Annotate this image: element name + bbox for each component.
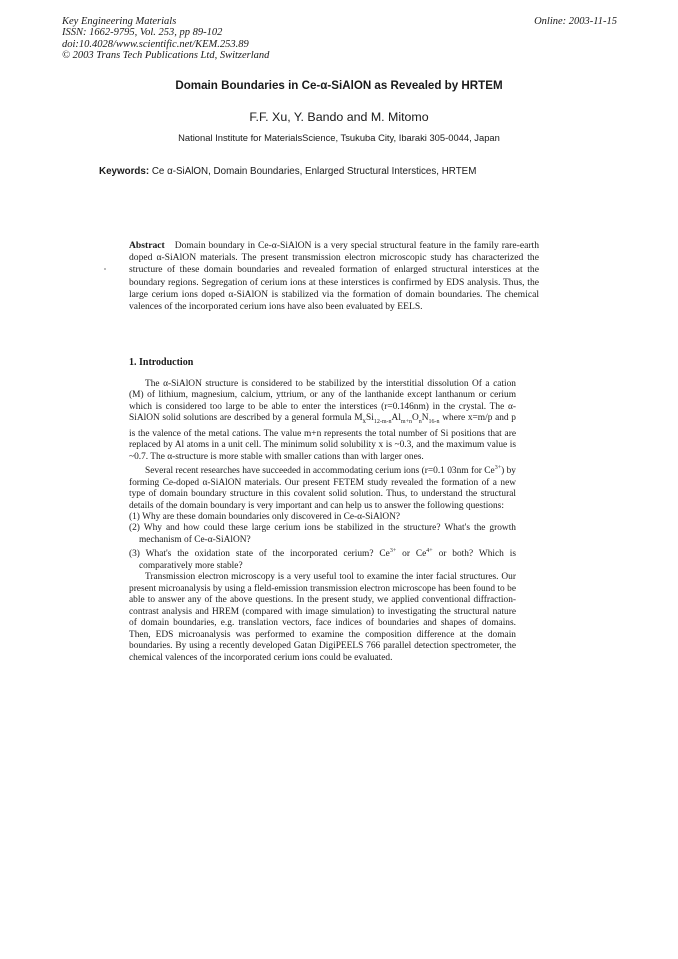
keywords-text: Ce α-SiAlON, Domain Boundaries, Enlarged Structural Interstices, HRTEM bbox=[151, 166, 477, 177]
introduction-body bbox=[129, 379, 516, 664]
question-2: (2) Why and how could these large cerium ions be stabilized in the structure? What's the growth mechanism of Ce-α-SiAlON? bbox=[129, 523, 516, 545]
question-3: (3) What's the oxidation state of the incorporated cerium? $Ce^{3+}$ or $Ce^{4+}$ or both? Which is comparatively more stable? bbox=[129, 548, 517, 571]
journal-line bbox=[62, 16, 617, 27]
issn-line: ISSN: 1662-9795, Vol. 253, pp 89-102 bbox=[62, 27, 223, 39]
scan-artifact bbox=[104, 268, 106, 270]
online-date: Online: 2003-11-15 bbox=[534, 16, 617, 27]
paper-affiliation: National Institute for MaterialsScience, Tsukuba City, Ibaraki 305-0044, Japan bbox=[178, 132, 500, 143]
intro-paragraph-1: The α-SiAlON structure is considered to be stabilized by the interstitial dissolution Of a cation (M) of lithium, magnesium, calcium, yttrium, or any of the lanthanide except lanthanum or cerium which is considered too large to be able to enter the interstices (r=0.146nm) in the crystal. The α-SiAlON solid solutions are described by a general formula $M_xSi_{12-m-n}Al_{m+n}O_nN_{16-n}$ where x=m/p and p is the valence of the metal cations. The value m+n represents the total number of Si positions that are replaced by Al atoms in a unit cell. The minimum solid solubility x is ~0.3, and the maximum value is ~0.7. The α-structure is more stable with smaller cations than with larger ones. bbox=[129, 379, 516, 462]
copyright-line: © 2003 Trans Tech Publications Ltd, Switzerland bbox=[62, 50, 270, 62]
running-header bbox=[62, 16, 617, 62]
keywords-label: Keywords: bbox=[99, 166, 150, 177]
abstract bbox=[129, 240, 539, 313]
doi-link[interactable]: doi:10.4028/www.scientific.net/KEM.253.89 bbox=[62, 38, 249, 50]
keywords bbox=[99, 166, 476, 177]
general-formula: $M_xSi_{12-m-n}Al_{m+n}O_nN_{16-n}$ bbox=[354, 413, 440, 426]
question-1: (1) Why are these domain boundaries only discovered in Ce-α-SiAlON? bbox=[129, 511, 401, 522]
paper-title: Domain Boundaries in Ce-α-SiAlON as Revealed by HRTEM bbox=[175, 79, 503, 92]
abstract-text: Domain boundary in Ce-α-SiAlON is a very special structural feature in the family rare-earth doped α-SiAlON materials. The present transmission electron microscopic study has characterized the structure of these domain boundaries and revealed formation of enlarged structural interstices at the boundary regions. Segregation of cerium ions at these interstices is confirmed by EDS analysis. Thus, the large cerium ions doped α-SiAlON is stabilized via the formation of domain boundaries. The chemical valences of the incorporated cerium ions have also been evaluated by EELS. bbox=[129, 240, 539, 313]
intro-paragraph-3: Transmission electron microscopy is a very useful tool to examine the inter facial structures. Our present microanalysis by using a fleld-emission transmission electron microscope has been found to be able to answer any of the above questions. In the present study, we applied conventional diffraction-contrast analysis and HREM (compared with image simulation) to investigating the structural nature of domain boundaries, e.g. translation vectors, face indices of boundaries and shapes of domains. Then, EDS microanalysis was performed to examine the composition difference at the domain boundaries. By using a recently developed Gatan DigiPEELS 766 parallel detection spectrometer, the chemical valences of the incorporated cerium ions could be evaluated. bbox=[129, 572, 516, 663]
paper-authors: F.F. Xu, Y. Bando and M. Mitomo bbox=[249, 110, 429, 124]
journal-name: Key Engineering Materials bbox=[62, 16, 177, 27]
section-heading-introduction: 1. Introduction bbox=[129, 357, 194, 368]
intro-paragraph-2: Several recent researches have succeeded in accommodating cerium ions (r=0.1 03nm for $Ce^{3+}$) by forming Ce-doped α-SiAlON materials. Our present FETEM study revealed the formation of a new type of domain boundary structure in this covalent solid solution. Thus, to understand the structural details of the domain boundary is very important and can help us to answer the following questions: bbox=[129, 465, 516, 511]
abstract-label: Abstract bbox=[129, 240, 165, 251]
